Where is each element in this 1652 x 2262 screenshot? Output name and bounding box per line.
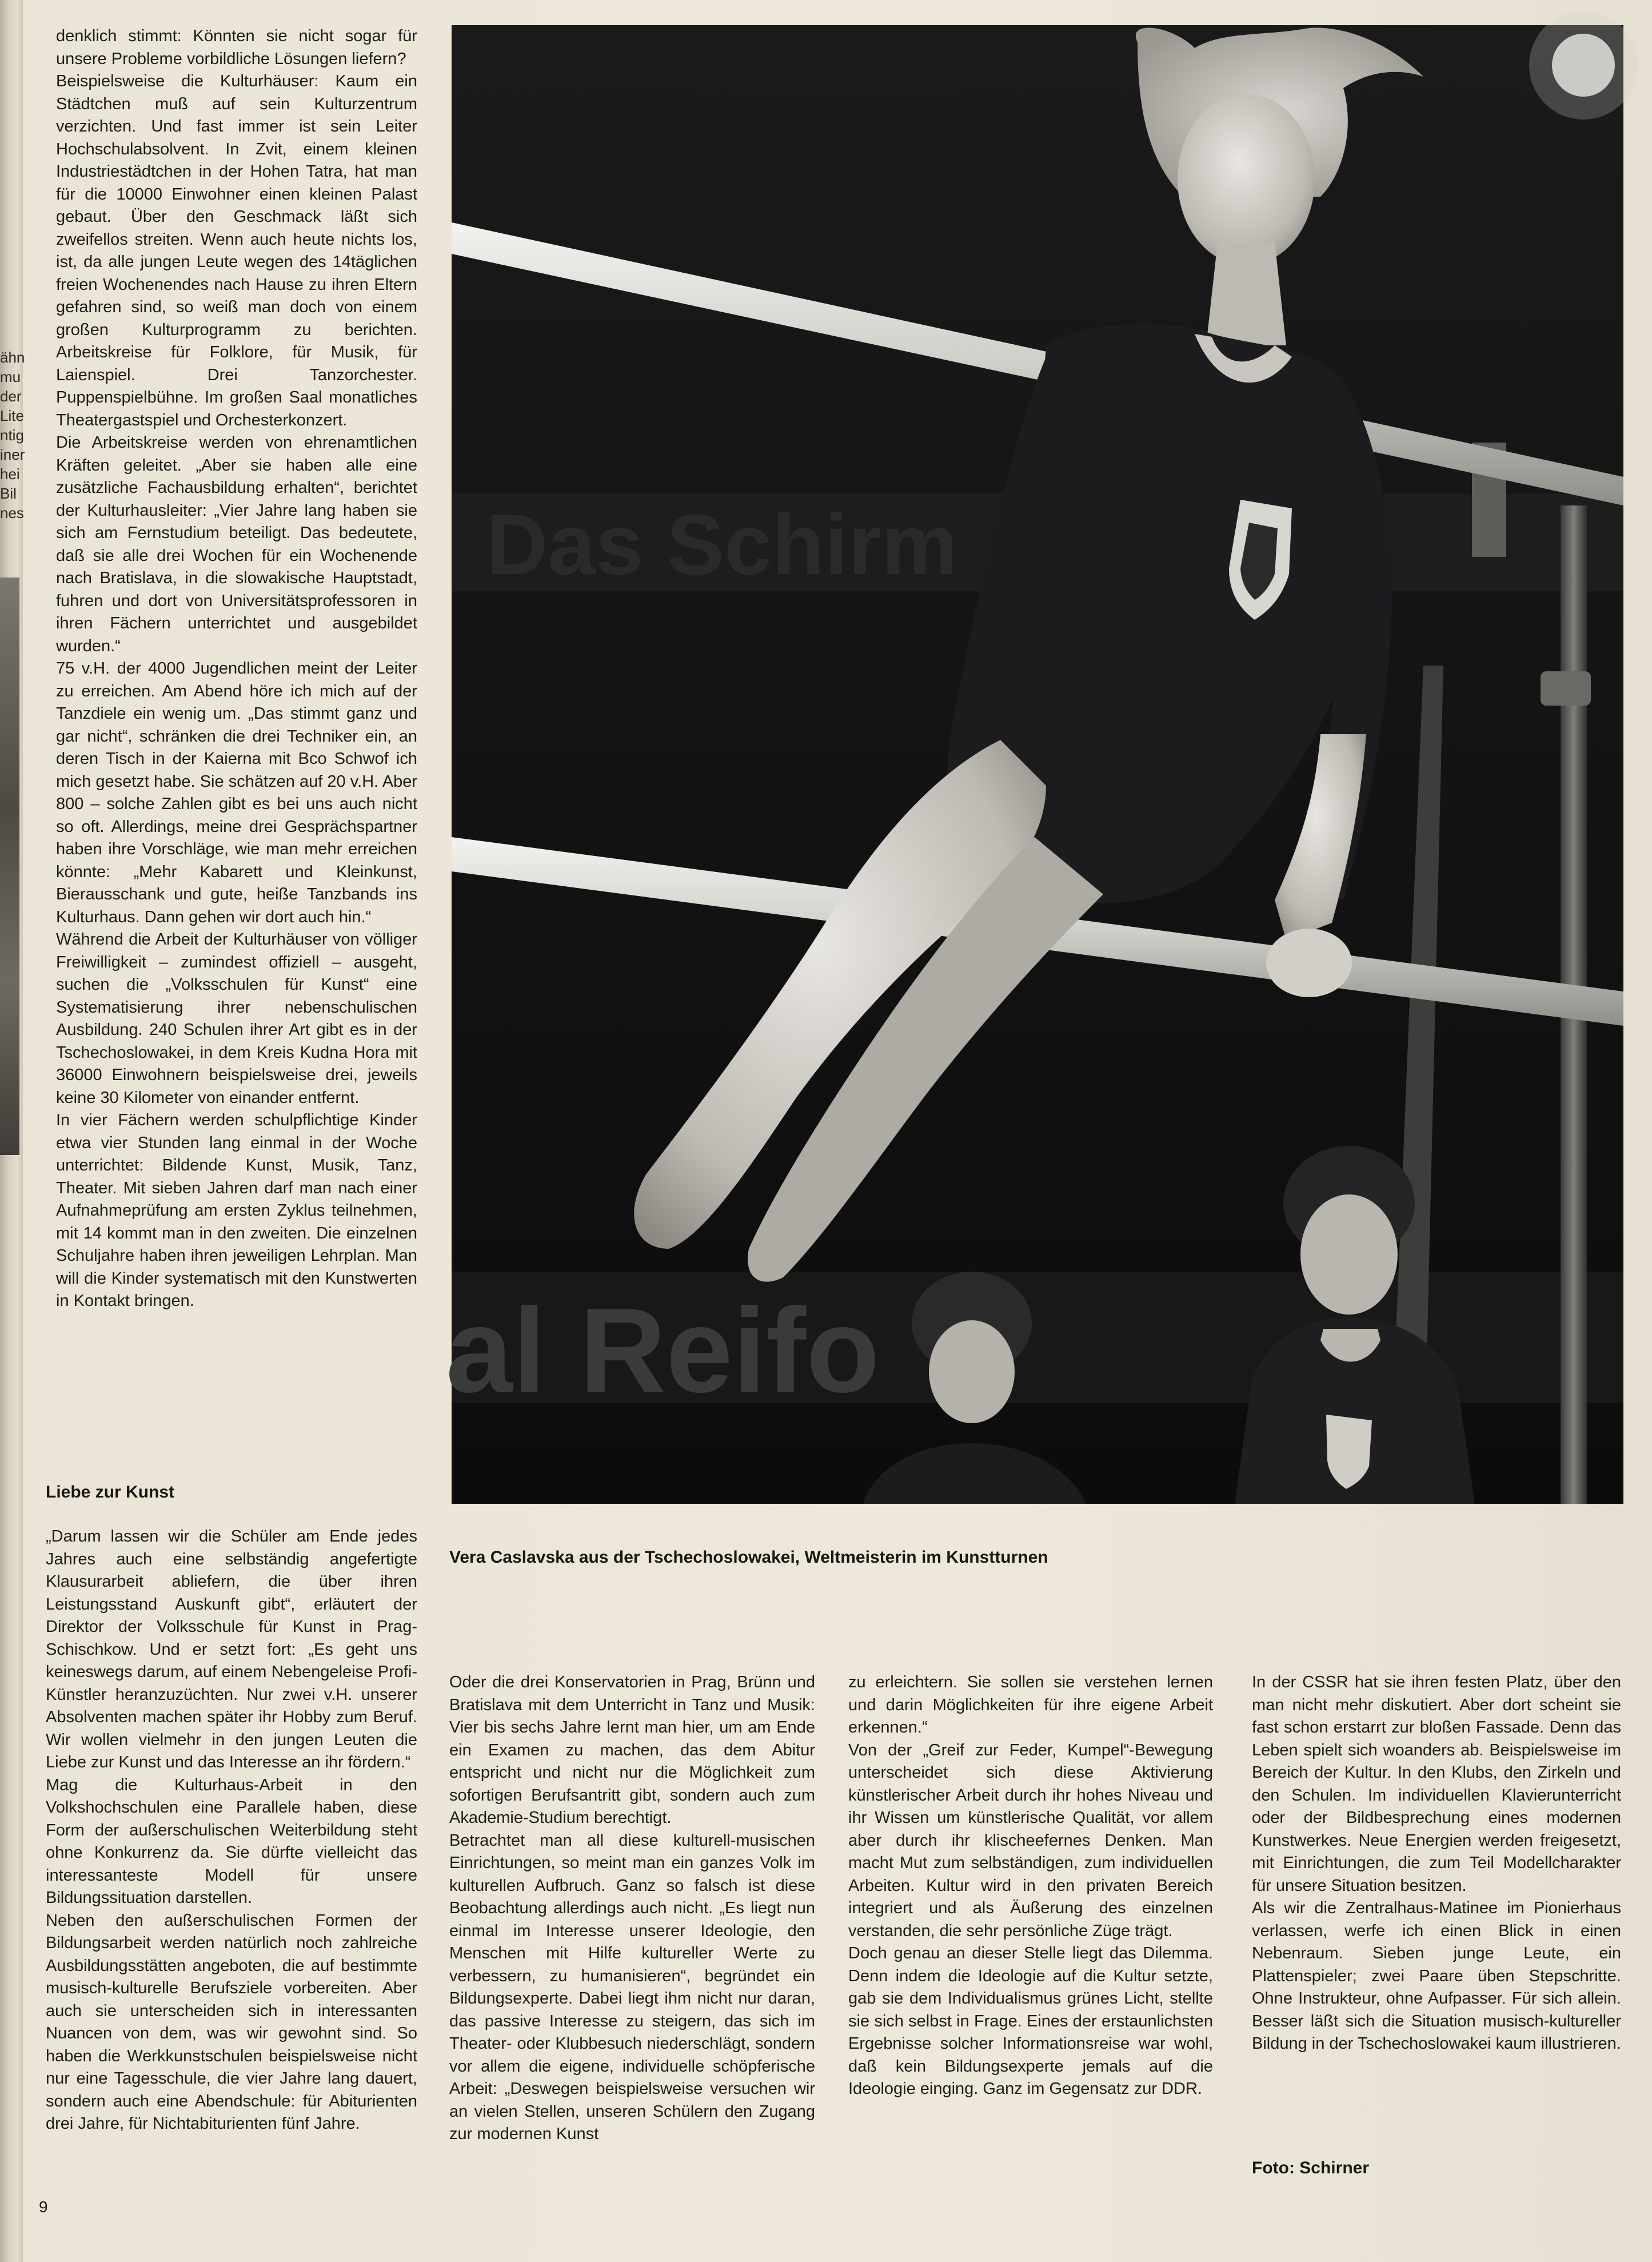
page-number: 9 <box>39 2198 48 2216</box>
photo-credit: Foto: Schirner <box>1252 2159 1370 2177</box>
paragraph: Die Arbeitskreise werden von ehrenamtlichen Kräften geleitet. „Aber sie haben alle eine zusätzliche Fachausbildung erhalten“, berichtet der Kulturhausleiter: „Vier Jahre lang haben sie sich am Fernstudium beteiligt. Das bedeutete, daß sie alle drei Wochen für ein Wochenende nach Bratislava, in die slowakische Hauptstadt, fuhren und dort von Universitätsprofessoren in ihren Fächern unterrichtet und ausgebildet wurden.“ <box>56 433 417 655</box>
left-column-bottom <box>46 1526 417 2136</box>
column-4 <box>1252 1671 1621 2056</box>
section-heading: Liebe zur Kunst <box>46 1483 175 1502</box>
column-2 <box>449 1671 815 2146</box>
spine-fragment: hei <box>0 465 20 483</box>
spine-photo-fragment <box>0 578 19 1155</box>
spine-fragment: iner <box>0 446 25 463</box>
banner-lower: al Reifo <box>446 1283 880 1417</box>
spine-fragment: der <box>0 388 22 405</box>
paragraph: denklich stimmt: Könnten sie nicht sogar für unsere Probleme vorbildliche Lösungen liefern? <box>56 27 417 68</box>
paragraph: Oder die drei Konservatorien in Prag, Brünn und Bratislava mit dem Unterricht in Tanz und Musik: Vier bis sechs Jahre lernt man hier, um am Ende ein Examen zu machen, das dem Abitur entspricht und nicht nur die Möglichkeit zum sofortigen Berufsantritt gibt, sondern auch zum Akademie-Studium berechtigt. <box>449 1673 815 1827</box>
paragraph: Mag die Kulturhaus-Arbeit in den Volkshochschulen eine Parallele haben, diese Form der außerschulischen Weiterbildung steht ohne Konkurrenz da. Sie dürfte vielleicht das interessanteste Modell für unsere Bildungssituation darstellen. <box>46 1775 417 1907</box>
spine-fragment: mu <box>0 368 21 385</box>
spine-fragment: nes <box>0 504 24 521</box>
paragraph: zu erleichtern. Sie sollen sie verstehen lernen und darin Möglichkeiten für ihre eigene Arbeit erkennen.“ <box>848 1673 1213 1737</box>
paragraph: In der CSSR hat sie ihren festen Platz, über den man nicht mehr diskutiert. Aber dort scheint sie fast schon erstarrt zur bloßen Fassade. Denn das Leben spielt sich woanders ab. Beispielsweise im Bereich der Kultur. In den Klubs, den Zirkeln und den Schulen. Im individuellen Klavierunterricht oder der Bildbesprechung eines modernen Kunstwerkes. Neue Energien werden freigesetzt, mit Einrichtungen, die zum Teil Modellcharakter für unsere Situation besitzen. <box>1252 1673 1621 1895</box>
banner-upper: Das Schirm <box>486 496 958 592</box>
paragraph: Als wir die Zentralhaus-Matinee im Pionierhaus verlassen, werfe ich einen Blick in einen Nebenraum. Sieben junge Leute, ein Plattenspieler; zwei Paare üben Stepschritte. Ohne Instrukteur, ohne Aufpasser. Für sich allein. Besser läßt sich die Situation musisch-kultureller Bildung in der Tschechoslowakei kaum illustrieren. <box>1252 1899 1621 2053</box>
paragraph: „Darum lassen wir die Schüler am Ende jedes Jahres auch eine selbständig angefertigte Klausurarbeit abliefern, die über ihren Leistungsstand Auskunft gibt“, erläutert der Direktor der Volksschule für Kunst in Prag-Schischkow. Und er setzt fort: „Es geht uns keineswegs darum, auf einem Nebengeleise Profi-Künstler heranzuzüchten. Nur zwei v.H. unserer Absolventen machen später ihr Hobby zum Beruf. Wir wollen vielmehr in den jungen Leuten die Liebe zur Kunst und das Interesse an ihr fördern.“ <box>46 1527 417 1771</box>
left-column-top <box>56 25 417 1313</box>
column-3 <box>848 1671 1213 2101</box>
paragraph: In vier Fächern werden schulpflichtige Kinder etwa vier Stunden lang einmal in der Woche unterrichtet: Bildende Kunst, Musik, Tanz, Theater. Mit sieben Jahren darf man nach einer Aufnahmeprüfung am ersten Zyklus teilnehmen, mit 14 kommt man in den zweiten. Die einzelnen Schuljahre haben ihren jeweiligen Lehrplan. Man will die Kinder systematisch mit den Kunstwerten in Kontakt bringen. <box>56 1111 417 1310</box>
paragraph: Während die Arbeit der Kulturhäuser von völliger Freiwilligkeit – zumindest offiziell – ausgeht, suchen die „Volksschulen für Kunst“ eine Systematisierung ihrer nebenschulischen Ausbildung. 240 Schulen ihrer Art gibt es in der Tschechoslowakei, in dem Kreis Kudna Hora mit 36000 Einwohnern beispielsweise drei, jeweils keine 30 Kilometer von einander entfernt. <box>56 930 417 1107</box>
photo-caption: Vera Caslavska aus der Tschechoslowakei, Weltmeisterin im Kunstturnen <box>449 1548 1048 1567</box>
spine-fragment: Lite <box>0 407 24 424</box>
spine-fragment: Bil <box>0 485 17 502</box>
paragraph: Neben den außerschulischen Formen der Bildungsarbeit werden natürlich noch zahlreiche Ausbildungsstätten angeboten, die auf bestimmte musisch-kulturelle Berufsziele vorbereiten. Aber auch sie unterscheiden sich in interessanten Nuancen von dem, was wir gewohnt sind. So haben die Werkkunstschulen beispielsweise nicht nur eine Tagesschule, die vier Jahre lang dauert, sondern auch eine Abendschule: für Abiturienten drei Jahre, für Nichtabiturienten fünf Jahre. <box>46 1911 417 2133</box>
paragraph: Betrachtet man all diese kulturell-musischen Einrichtungen, so meint man ein ganzes Volk im kulturellen Aufbruch. Ganz so falsch ist diese Beobachtung allerdings auch nicht. „Es liegt nun einmal im Interesse unserer Ideologie, den Menschen mit Hilfe kultureller Werte zu verbessern, zu humanisieren“, begründet ein Bildungsexperte. Dabei liegt ihm nicht nur daran, das passive Interesse zu steigern, das sich im Theater- oder Klubbesuch niederschlägt, sondern vor allem die eigene, individuelle schöpferische Arbeit: „Deswegen beispielsweise versuchen wir an vielen Stellen, unseren Schülern den Zugang zur modernen Kunst <box>449 1831 815 2143</box>
spine-fragment: ähn <box>0 349 25 366</box>
paragraph: Von der „Greif zur Feder, Kumpel“-Bewegung unterscheidet sich diese Aktivierung künstlerischer Arbeit durch ihr hohes Niveau und ihr Wissen um künstlerische Qualität, vor allem aber durch ihr klischeefernes Denken. Man macht Mut zum selbständigen, zum individuellen Arbeiten. Kultur wird in den privaten Bereich integriert und als Äußerung des einzelnen verstanden, die sehr persönliche Züge trägt. <box>848 1741 1213 1940</box>
paragraph: Beispielsweise die Kulturhäuser: Kaum ein Städtchen muß auf sein Kulturzentrum verzichten. Und fast immer ist sein Leiter Hochschulabsolvent. In Zvit, einem kleinen Industriestädtchen in der Hohen Tatra, hat man für die 10000 Einwohner einen kleinen Palast gebaut. Über den Geschmack läßt sich zweifellos streiten. Wenn auch heute nichts los, ist, da alle jungen Leute wegen des 14täglichen freien Wochenendes nach Hause zu ihren Eltern gefahren sind, so weiß man doch von einem großen Kulturprogramm zu berichten. Arbeitskreise für Folklore, für Musik, für Laienspiel. Drei Tanzorchester. Puppenspielbühne. Im großen Saal monatliches Theatergastspiel und Orchesterkonzert. <box>56 72 417 429</box>
spine-fragment: ntig <box>0 427 24 444</box>
paragraph: Doch genau an dieser Stelle liegt das Dilemma. Denn indem die Ideologie auf die Kultur setzte, gab sie dem Individualismus grünes Licht, stellte sie sich selbst in Frage. Eines der erstaunlichsten Ergebnisse solcher Informationsreise war wohl, daß kein Bildungsexperte jemals auf die Ideologie einging. Ganz im Gegensatz zur DDR. <box>848 1944 1213 2098</box>
paragraph: 75 v.H. der 4000 Jugendlichen meint der Leiter zu erreichen. Am Abend höre ich mich auf der Tanzdiele ein wenig um. „Das stimmt ganz und gar nicht“, schränken die drei Techniker ein, an deren Tisch in der Kaierna mit Bco Schwof ich mich gesetzt habe. Sie schätzen auf 20 v.H. Aber 800 – solche Zahlen gibt es bei uns auch nicht so oft. Allerdings, meine drei Gesprächspartner haben ihre Vorschläge, wie man mehr erreichen könnte: „Mehr Kabarett und Kleinkunst, Bierausschank und gute, heiße Tanzbands ins Kulturhaus. Dann gehen wir dort auch hin.“ <box>56 659 417 926</box>
gymnast-photo <box>446 25 1623 1504</box>
